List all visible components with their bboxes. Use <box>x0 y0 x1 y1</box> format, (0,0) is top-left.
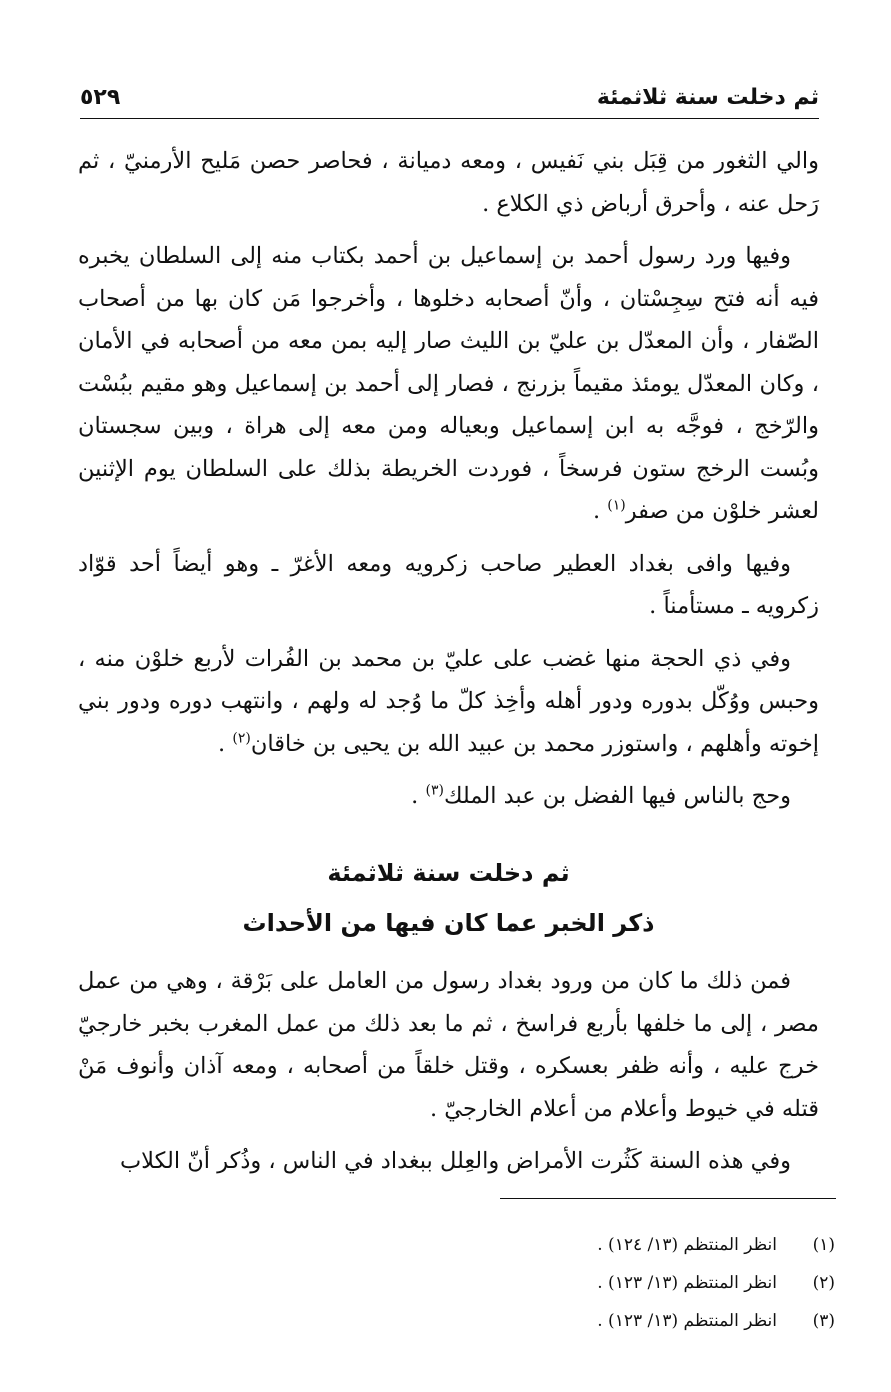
footnotes <box>400 1226 835 1340</box>
paragraph: فمن ذلك ما كان من ورود بغداد رسول من العامل على بَرْقة ، وهي من عمل مصر ، إلى ما خلفها بأربع فراسخ ، ثم ما بعد ذلك من عمل المغرب بخبر خارجيّ خرج عليه ، وأنه ظفر بعسكره ، وقتل خلقاً من أصحابه ، ومعه آذان وأنوف مَنْ قتله في خيوط وأعلام من أعلام الخارجيّ . <box>78 968 819 1122</box>
footnote-rule <box>500 1198 836 1199</box>
footnote-number: (١) <box>812 1235 835 1255</box>
footnote-item <box>400 1264 835 1302</box>
page-number: ٥٢٩ <box>80 84 121 110</box>
year-heading: ثم دخلت سنة ثلاثمئة <box>327 859 570 887</box>
section-subheading: ذكر الخبر عما كان فيها من الأحداث <box>242 909 655 937</box>
footnote-ref: (١) <box>607 497 626 514</box>
header-rule <box>80 118 819 119</box>
paragraph-end: . <box>592 498 608 524</box>
paragraph-end: . <box>411 783 426 809</box>
footnote-number: (٢) <box>812 1273 835 1293</box>
main-text-upper <box>78 140 819 828</box>
paragraph <box>78 775 819 818</box>
footnote-text: انظر المنتظم (١٣/ ١٢٣) . <box>597 1273 777 1293</box>
footnote-item <box>400 1226 835 1264</box>
paragraph-text: وفي ذي الحجة منها غضب على عليّ بن محمد بن الفُرات لأربع خلوْن منه ، وحبس ووُكّل بدوره ودور أهله وأخِذ كلّ ما وُجد له ولهم ، وانتهب دوره ودور بني إخوته وأهلهم ، واستوزر محمد بن عبيد الله بن يحيى بن خاقان <box>78 645 819 757</box>
footnote-ref: (٢) <box>232 730 251 746</box>
footnote-ref: (٣) <box>425 782 444 799</box>
paragraph-text: وحج بالناس فيها الفضل بن عبد الملك <box>443 783 791 809</box>
paragraph: والي الثغور من قِبَل بني نَفيس ، ومعه دميانة ، فحاصر حصن مَليح الأرمنيّ ، ثم رَحل عنه ، وأحرق أرباض ذي الكلاع . <box>78 148 819 217</box>
paragraph <box>78 235 819 533</box>
paragraph: وفيها وافى بغداد العطير صاحب زكرويه ومعه الأغرّ ـ وهو أيضاً أحد قوّاد زكرويه ـ مستأمناً . <box>78 550 819 619</box>
footnote-text: انظر المنتظم (١٣/ ١٢٤) . <box>597 1235 777 1255</box>
paragraph <box>78 638 819 766</box>
paragraph-text: وفيها ورد رسول أحمد بن إسماعيل بن أحمد بكتاب منه إلى السلطان يخبره فيه أنه فتح سِجِسْتان ، وأنّ أصحابه دخلوها ، وأخرجوا مَن كان بها من أصحاب الصّفار ، وأن المعدّل بن عليّ بن الليث صار إليه بمن معه من أصحابه في الأمان ، وكان المعدّل يومئذ مقيماً بزرنج ، فصار إلى أحمد بن إسماعيل وهو مقيم ببُسْت والرّخج ، فوجَّه به ابن إسماعيل وبعياله ومن معه إلى هراة ، وبين سجستان وبُست الرخج ستون فرسخاً ، فوردت الخريطة بذلك على السلطان يوم الإثنين لعشر خلوْن من صفر <box>78 243 819 524</box>
main-text-lower <box>78 960 819 1193</box>
paragraph: وفي هذه السنة كَثُرت الأمراض والعِلل ببغداد في الناس ، وذُكر أنّ الكلاب <box>119 1148 791 1174</box>
footnote-number: (٣) <box>812 1311 835 1331</box>
footnote-text: انظر المنتظم (١٣/ ١٢٣) . <box>597 1311 777 1331</box>
paragraph-end: . <box>218 730 233 757</box>
running-header <box>80 80 819 114</box>
section-headings <box>78 848 819 948</box>
running-title: ثم دخلت سنة ثلاثمئة <box>596 84 819 110</box>
footnote-item <box>400 1302 835 1340</box>
